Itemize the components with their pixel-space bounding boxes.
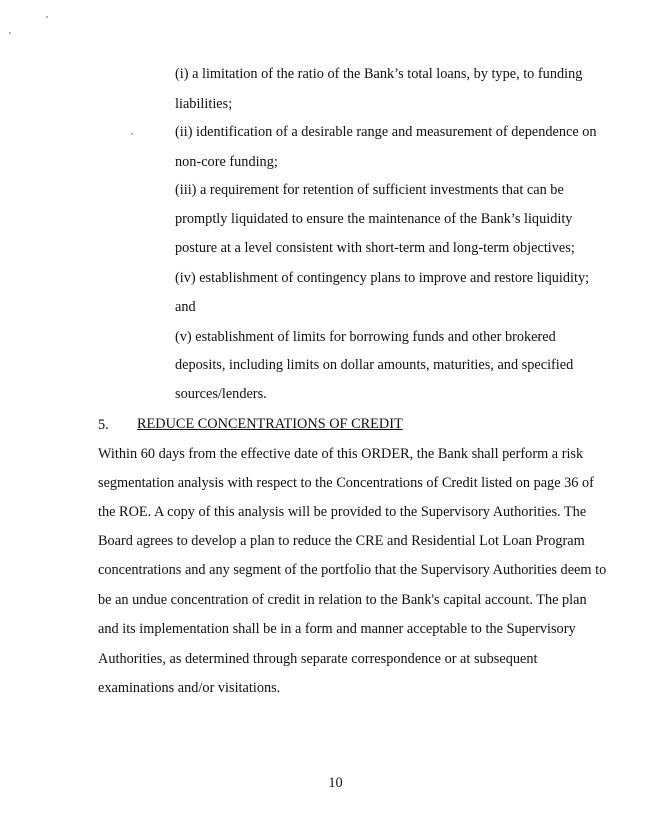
list-item-v-line-3: sources/lenders. — [175, 386, 267, 402]
page-number: 10 — [328, 775, 343, 791]
list-item-iv-line-2: and — [175, 299, 196, 315]
list-item-ii-line-1: (ii) identification of a desirable range and measurement of dependence on — [175, 124, 597, 140]
paragraph-line: concentrations and any segment of the portfolio that the Supervisory Authorities deem to — [98, 562, 607, 578]
paragraph-line: be an undue concentration of credit in relation to the Bank's capital account. The plan — [98, 592, 587, 608]
section-number: 5. — [98, 417, 109, 433]
paragraph-line: and its implementation shall be in a form and manner acceptable to the Supervisory — [98, 621, 576, 637]
paragraph-line: Authorities, as determined through separate correspondence or at subsequent — [98, 651, 538, 667]
list-item-ii-line-2: non-core funding; — [175, 154, 278, 170]
list-item-v-line-1: (v) establishment of limits for borrowing funds and other brokered — [175, 329, 556, 345]
list-item-iii-line-3: posture at a level consistent with short-term and long-term objectives; — [175, 240, 575, 256]
list-item-i-line-2: liabilities; — [175, 96, 233, 112]
scan-speck — [131, 133, 133, 135]
list-item-iv-line-1: (iv) establishment of contingency plans to improve and restore liquidity; — [175, 270, 590, 286]
scan-speck — [9, 32, 11, 34]
list-item-iii-line-2: promptly liquidated to ensure the maintenance of the Bank’s liquidity — [175, 211, 573, 227]
paragraph-line: Within 60 days from the effective date of this ORDER, the Bank shall perform a risk — [98, 446, 584, 462]
paragraph-line: examinations and/or visitations. — [98, 680, 281, 696]
list-item-v-line-2: deposits, including limits on dollar amounts, maturities, and specified — [175, 357, 574, 373]
list-item-i-line-1: (i) a limitation of the ratio of the Bank’s total loans, by type, to funding — [175, 66, 583, 82]
paragraph-line: Board agrees to develop a plan to reduce the CRE and Residential Lot Loan Program — [98, 533, 585, 549]
paragraph-line: the ROE. A copy of this analysis will be provided to the Supervisory Authorities. The — [98, 504, 587, 520]
paragraph-line: segmentation analysis with respect to the Concentrations of Credit listed on page 36 of — [98, 475, 594, 491]
section-heading: REDUCE CONCENTRATIONS OF CREDIT — [137, 416, 403, 432]
list-item-iii-line-1: (iii) a requirement for retention of sufficient investments that can be — [175, 182, 564, 198]
scan-speck — [46, 16, 48, 18]
